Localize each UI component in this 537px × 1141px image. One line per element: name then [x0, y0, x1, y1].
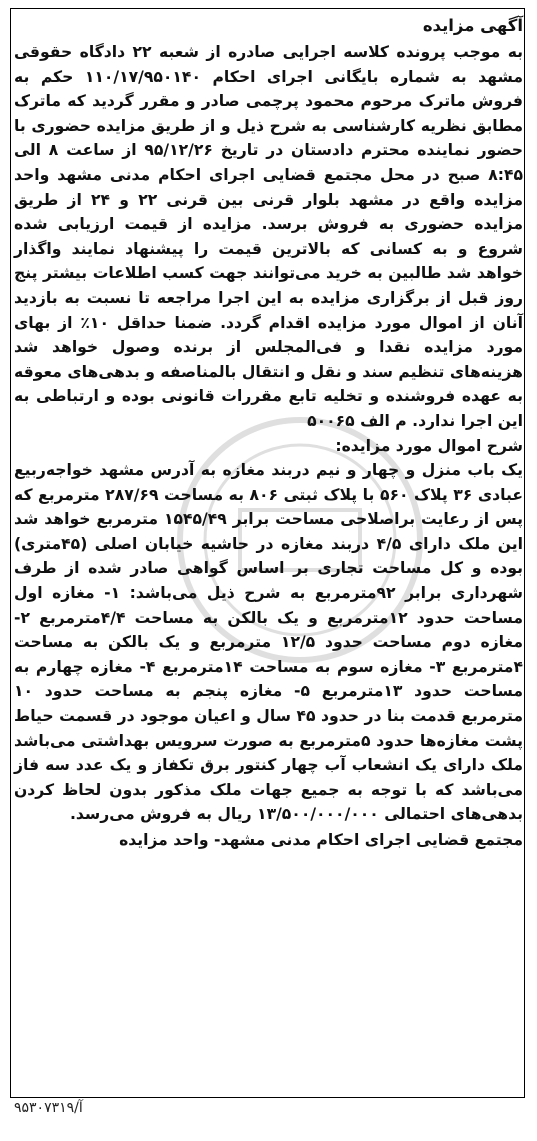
- property-description: یک باب منزل و چهار و نیم دربند مغازه به آدرس مشهد خواجه‌ربیع عبادی ۳۶ پلاک ۵۶۰ با پلاک ثبتی ۸۰۶ به مساحت ۲۸۷/۶۹ مترمربع که پس از رعایت براصلاحی مساحت برابر ۱۵۴۵/۴۹ مترمربع خواهد شد این ملک دارای ۴/۵ دربند مغازه در حاشیه خیابان اصلی (۴۵متری) بوده و کل مساحت تجاری بر اساس گواهی صادر شده از طرف شهرداری برابر ۹۲مترمربع به شرح ذیل می‌باشد: ۱- مغازه اول مساحت حدود ۱۲مترمربع و یک بالکن به مساحت ۴/۴مترمربع ۲- مغازه دوم مساحت حدود ۱۲/۵ مترمربع و یک بالکن به مساحت ۴مترمربع ۳- مغازه سوم به مساحت ۱۴مترمربع ۴- مغازه چهارم به مساحت حدود ۱۳مترمربع ۵- مغازه پنجم به مساحت حدود ۱۰ مترمربع قدمت بنا در حدود ۴۵ سال و اعیان موجود در قسمت حیاط پشت مغازه‌ها حدود ۵مترمربع به صورت سرویس بهداشتی می‌باشد ملک دارای یک انشعاب آب چهار کنتور برق تکفاز و یک عدد سه فاز می‌باشد که با توجه به جمیع جهات ملک مذکور بدون لحاظ کردن بدهی‌های احتمالی ۱۳/۵۰۰/۰۰۰/۰۰۰ ریال به فروش می‌رسد.: [14, 461, 523, 824]
- notice-content: [14, 12, 523, 853]
- notice-footer: مجتمع قضایی اجرای احکام مدنی مشهد- واحد مزایده: [119, 831, 523, 849]
- ad-code: آ/۹۵۳۰۷۳۱۹: [14, 1100, 83, 1116]
- property-subheading: شرح اموال مورد مزایده:: [335, 436, 523, 455]
- notice-body: به موجب پرونده کلاسه اجرایی صادره از شعبه ۲۲ دادگاه حقوقی مشهد به شماره بایگانی اجرای احکام ۱۱۰/۱۷/۹۵۰۱۴۰ حکم به فروش ماترک مرحوم محمود پرچمی صادر و مقرر گردید که ماترک مطابق نظریه کارشناسی به شرح ذیل و از طریق مزایده حضوری با حضور نماینده محترم دادستان در تاریخ ۹۵/۱۲/۲۶ از ساعت ۸ الی ۸:۴۵ صبح در محل مجتمع قضایی اجرای احکام مدنی مشهد واحد مزایده واقع در مشهد بلوار قرنی بین قرنی ۲۲ و ۲۴ از طریق مزایده حضوری به فروش برسد. مزایده از قیمت ارزیابی شده شروع و به کسانی که بالاترین قیمت را پیشنهاد نمایند واگذار خواهد شد طالبین به خرید می‌توانند جهت کسب اطلاعات بیشتر پنج روز قبل از برگزاری مزایده به این اجرا مراجعه تا نسبت به بازدید آنان از اموال مورد مزایده اقدام گردد. ضمنا حداقل ۱۰٪ از بهای مورد مزایده نقدا و فی‌المجلس از برنده وصول خواهد شد هزینه‌های تنظیم سند و نقل و انتقال بالمناصفه و بدهی‌های معوقه به عهده فروشنده و تخلیه تابع مقررات قانونی بوده و ارتباطی به این اجرا ندارد. م الف ۵۰۰۶۵: [14, 43, 524, 430]
- notice-title: آگهی مزایده: [422, 16, 523, 35]
